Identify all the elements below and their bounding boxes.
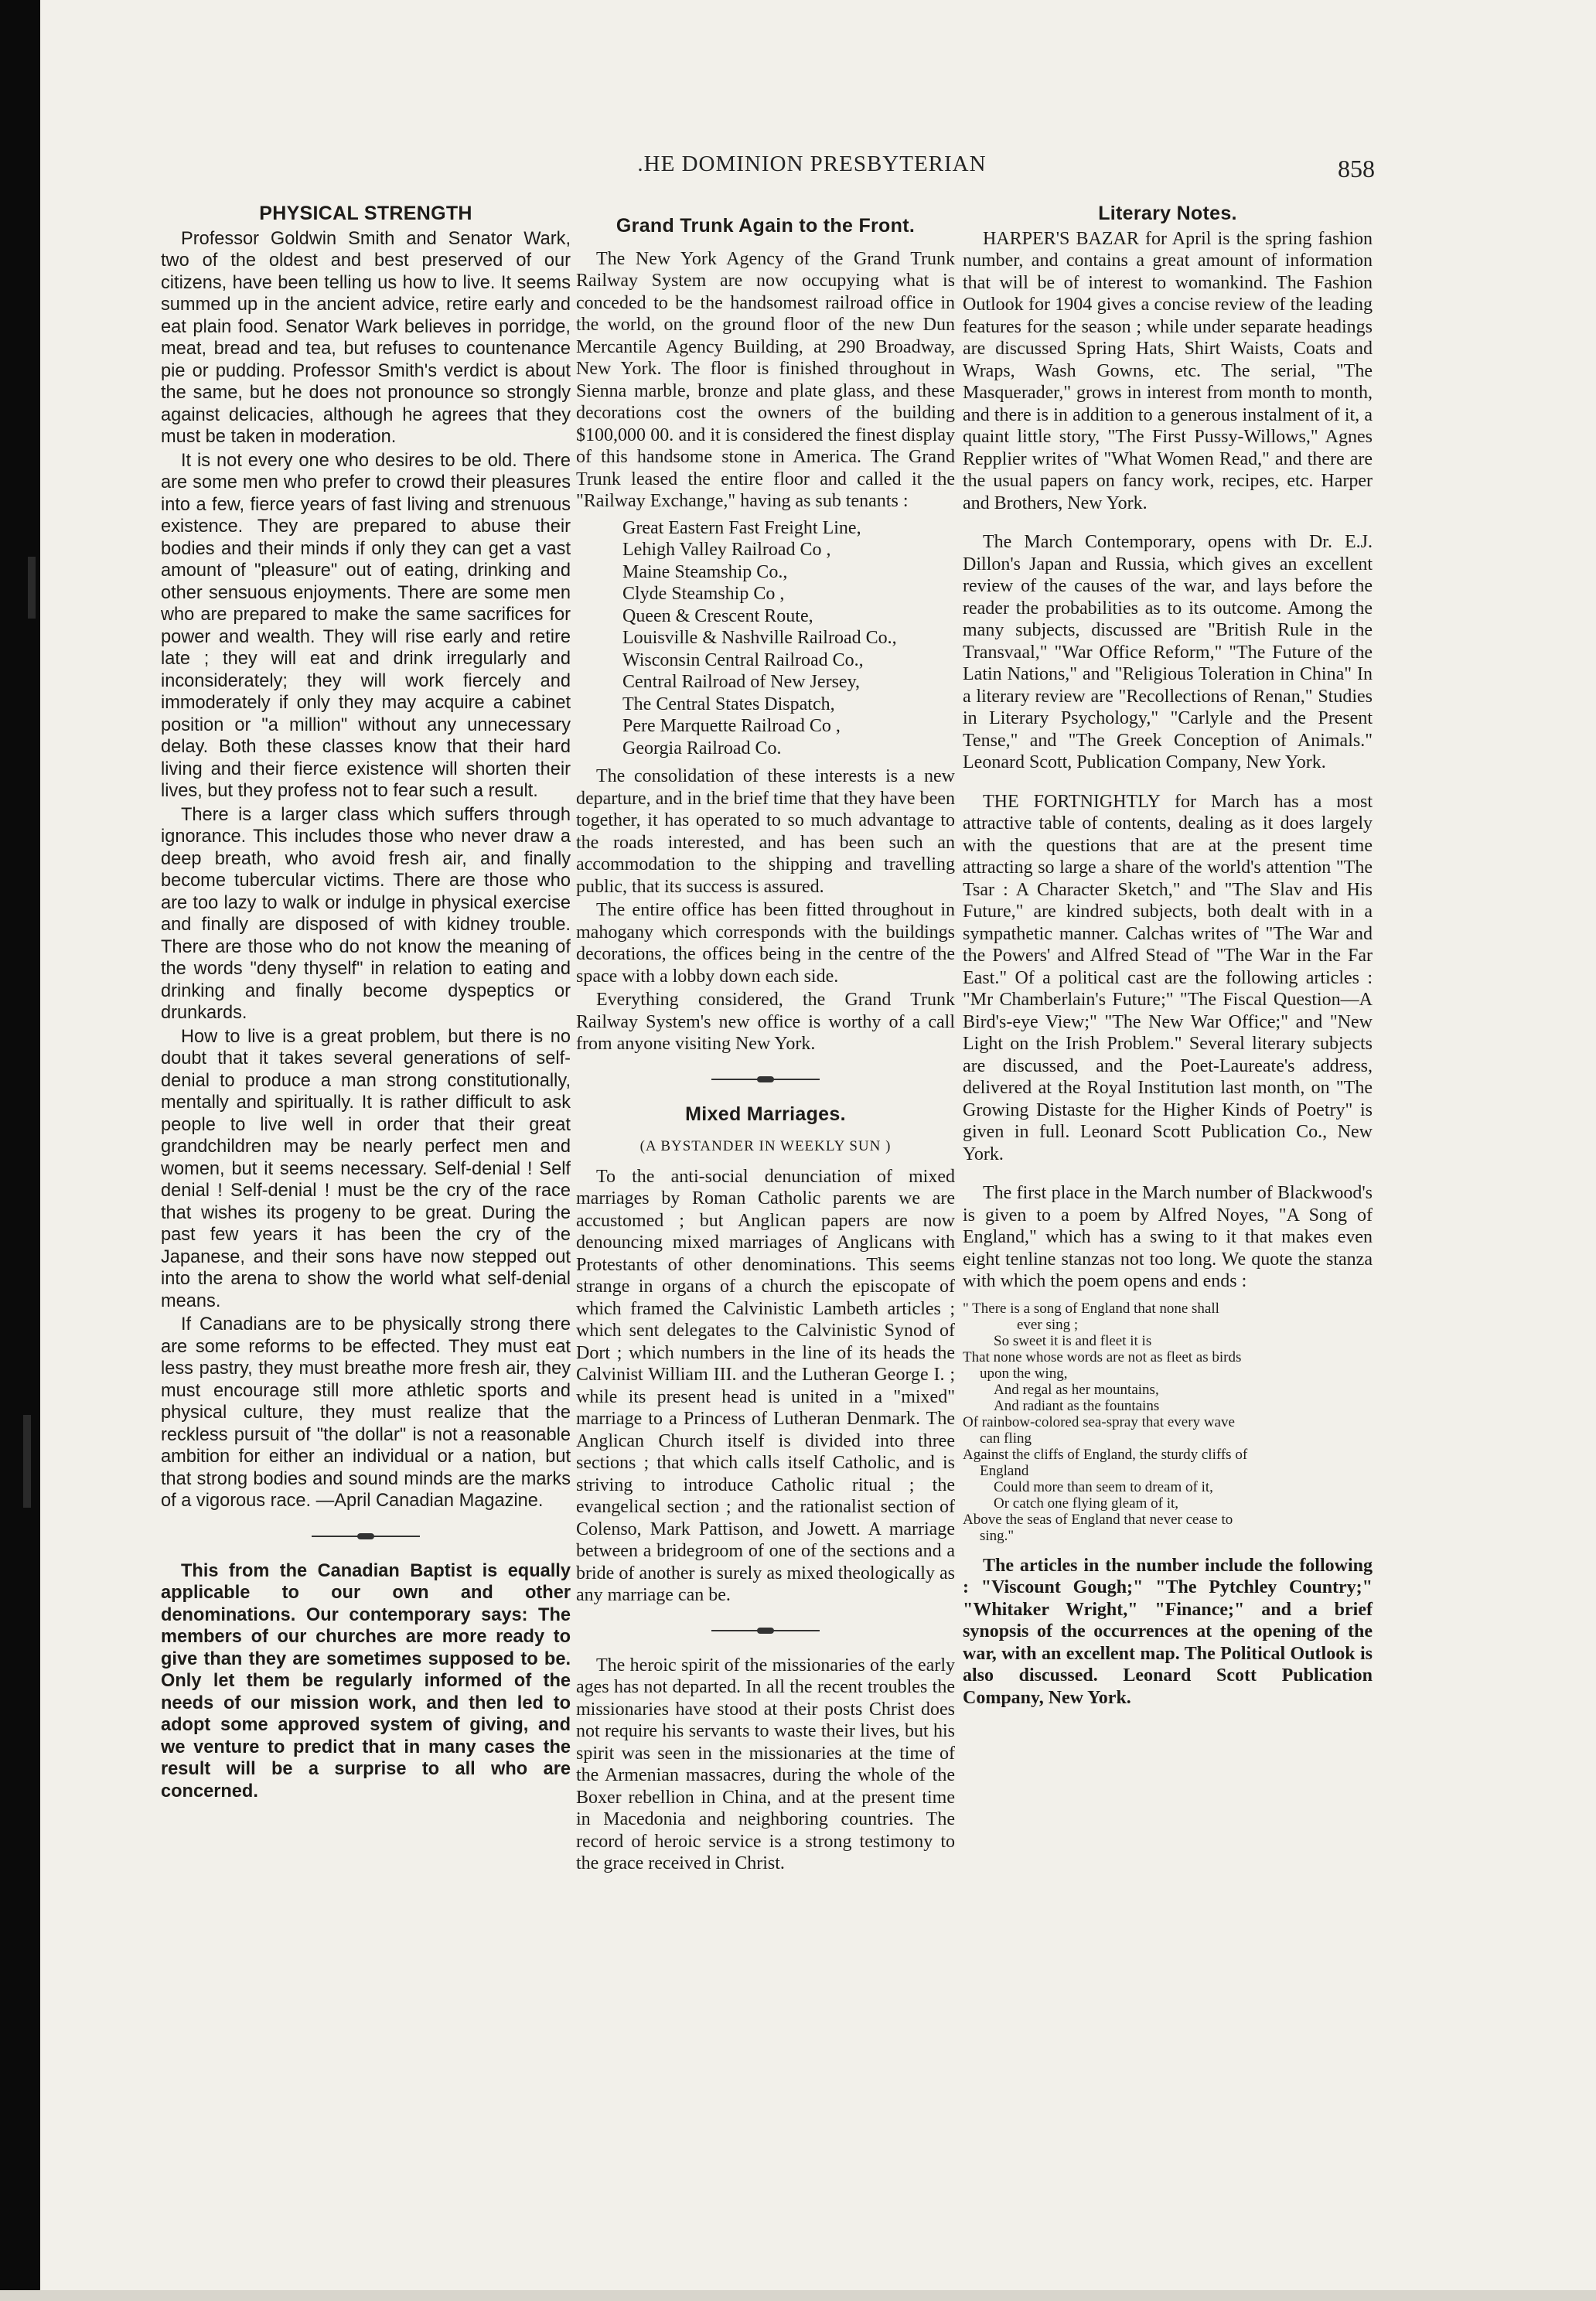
tenant-item: Queen & Crescent Route, (622, 605, 813, 626)
tenant-item: Georgia Railroad Co. (622, 738, 782, 758)
physical-strength-title: PHYSICAL STRENGTH (259, 203, 472, 224)
tenant-item: Great Eastern Fast Freight Line, (622, 517, 861, 538)
tenant-item: Central Railroad of New Jersey, (622, 672, 861, 692)
column-grand-trunk (576, 203, 955, 1875)
tenant-item: Pere Marquette Railroad Co , (622, 716, 841, 736)
poem-line: Of rainbow-colored sea-spray that every wave (963, 1413, 1235, 1430)
poem-line: upon the wing, (980, 1365, 1068, 1382)
page-header-title: .HE DOMINION PRESBYTERIAN (637, 152, 987, 176)
paragraph: If Canadians are to be physically strong there are some reforms to be effected. They must eat less pastry, they must breathe more fresh air, they must encourage still more athletic sports and physical culture, they must realize that the reckless pursuit of "the dollar" is not a reasonable ambition for either an individual or a nation, but that strong bodies and sound minds are the marks of a vigorous race. —April Canadian Magazine. (161, 1314, 571, 1511)
literary-notes-title: Literary Notes. (1098, 203, 1237, 224)
poem-line: And radiant as the fountains (994, 1397, 1160, 1414)
paragraph: How to live is a great problem, but there is no doubt that it takes several generations of self-denial to produce a man strong constitutionally, mentally and spiritually. It is rather difficult to ask people to live well in order that their great grandchildren may be nearly perfect men and women, but it seems necessary. Self-denial ! Self denial ! Self-denial ! must be the cry of the race that wishes its progeny to be great. During the past few years it has been the cry of the Japanese, and their sons have now stepped out into the arena to show the world what self-denial means. (161, 1026, 571, 1311)
mixed-marriages-source: (A BYSTANDER IN WEEKLY SUN ) (639, 1138, 892, 1154)
paragraph: To the anti-social denunciation of mixed marriages by Roman Catholic parents we are accustomed ; but Anglican papers are now denouncing mixed marriages of Anglicans with Protestants of other denominations. This seems strange in organs of a church the episcopate of which framed the Calvinistic Lambeth articles ; which sent delegates to the Calvinistic Synod of Dort ; which numbers in the line of its heads the Calvinist William III. and the Lutheran George I. ; while its present head is united in a "mixed" marriage to a Princess of Lutheran Denmark. The Anglican Church itself is divided into three sections ; that which calls itself Catholic, and is striving to introduce Catholic ritual ; the evangelical section ; and the rationalist section of Colenso, Mark Pattison, and Jowett. A marriage between a bridegroom of one of the sections and a bride of another is surely as mixed theologically as any marriage can be. (576, 1166, 955, 1605)
poem-line: Above the seas of England that never cease to (963, 1511, 1233, 1528)
paragraph: The New York Agency of the Grand Trunk Railway System are now occupying what is conceded to be the handsomest railroad office in the world, on the ground floor of the new Dun Mercantile Agency Building, at 290 Broadway, New York. The floor is finished throughout in Sienna marble, bronze and plate glass, and these decorations cost the owners of the building $100,000 00. and it is considered the finest display of this handsome stone in America. The Grand Trunk leased the entire floor and called it the "Railway Exchange," having as sub tenants : (576, 248, 955, 511)
column-literary-notes (963, 203, 1373, 1709)
paragraph: HARPER'S BAZAR for April is the spring fashion number, and contains a great amount of information that will be of interest to womankind. The Fashion Outlook for 1904 gives a concise review of the leading features for the season ; while under separate headings are discussed Spring Hats, Shirt Waists, Coats and Wraps, Wash Gowns, etc. The serial, "The Masquerader," grows in interest from month to month, and there is in addition to a generous instalment of it, a quaint little story, "The First Pussy-Willows," Agnes Repplier writes of "What Women Read," and there are the usual papers on fancy work, recipes, etc. Harper and Brothers, New York. (963, 228, 1373, 513)
tenant-list (622, 517, 955, 760)
grand-trunk-title: Grand Trunk Again to the Front. (616, 215, 916, 237)
tenant-item: The Central States Dispatch, (622, 694, 835, 714)
paragraph: Professor Goldwin Smith and Senator Wark, two of the oldest and best preserved of our citizens, have been telling us how to live. It seems summed up in the ancient advice, retire early and eat plain food. Senator Wark believes in porridge, meat, bread and tea, but refuses to countenance pie or pudding. Professor Smith's verdict is about the same, but he does not pronounce so strongly against delicacies, although he agrees that they must be taken in moderation. (161, 228, 571, 447)
page-number: 858 (1338, 155, 1375, 182)
poem-line: ever sing ; (1017, 1316, 1079, 1333)
tenant-item: Maine Steamship Co., (622, 561, 788, 582)
tenant-item: Louisville & Nashville Railroad Co., (622, 628, 897, 648)
margin-mark-bottom (23, 1415, 31, 1508)
paragraph: The articles in the number include the following : "Viscount Gough;" "The Pytchley Country;" "Whitaker Wright," "Finance;" and a brief synopsis of the occurrences at the opening of the war, with an excellent map. The Political Outlook is also discussed. Leonard Scott Publication Company, New York. (963, 1555, 1373, 1708)
tenant-item: Lehigh Valley Railroad Co , (622, 540, 831, 560)
paragraph: The entire office has been fitted throughout in mahogany which corresponds with the buildings decorations, the offices being in the centre of the space with a lobby down each side. (576, 900, 955, 987)
tenant-item: Wisconsin Central Railroad Co., (622, 649, 864, 670)
poem-line: sing." (980, 1527, 1015, 1544)
poem-line: Could more than seem to dream of it, (994, 1478, 1213, 1495)
poem-quote (963, 1300, 1373, 1544)
paragraph: There is a larger class which suffers through ignorance. This includes those who never draw a deep breath, who avoid fresh air, and finally become tubercular victims. There are those who are too lazy to walk or indulge in physical exercise and finally are disposed of with kidney trouble. There are those who do not know the meaning of the words "deny thyself" in relation to eating and drinking and finally become dyspeptics or drunkards. (161, 804, 571, 1023)
paragraph: It is not every one who desires to be old. There are some men who prefer to crowd their pleasures into a few, fierce years of fast living and strenuous existence. They are prepared to abuse their bodies and their minds if only they can get a vast amount of "pleasure" out of eating, drinking and other sensuous enjoyments. There are some men who are prepared to make the same sacrifices for power and wealth. They will rise early and retire late ; they will eat and drink irregularly and inconsiderately; they will work fiercely and immoderately if only they may acquire a cabinet position or "a million" without any unnecessary delay. Both these classes know that their hard living and their fierce existence will shorten their lives, but they profess not to fear such a result. (161, 450, 571, 801)
poem-line: Against the cliffs of England, the sturdy cliffs of (963, 1446, 1248, 1463)
section-divider (312, 1536, 420, 1537)
margin-mark-top (28, 557, 36, 619)
paragraph: The first place in the March number of Blackwood's is given to a poem by Alfred Noyes, "A Song of England," which has a swing to it that makes even eight tenline stanzas not too long. We quote the stanza with which the poem opens and ends : (963, 1183, 1373, 1291)
column-physical-strength (161, 203, 571, 1802)
poem-line: can fling (980, 1430, 1032, 1447)
section-divider (711, 1079, 820, 1080)
poem-line: And regal as her mountains, (994, 1381, 1159, 1398)
section-divider (711, 1630, 820, 1631)
poem-line: " There is a song of England that none shall (963, 1300, 1219, 1317)
baptist-paragraph: This from the Canadian Baptist is equally applicable to our own and other denominations. Our contemporary says: The members of our churches are more ready to give than they are sometimes supposed to be. Only let them be regularly informed of the needs of our mission work, and then led to adopt some approved system of giving, and we venture to predict that in many cases the result will be a surprise to all who are concerned. (161, 1560, 571, 1802)
poem-line: Or catch one flying gleam of it, (994, 1495, 1179, 1512)
paragraph: The consolidation of these interests is a new departure, and in the brief time that they have been together, it has operated to so much advantage to the roads interested, and has been such an accommodation to the shipping and travelling public, that its success is assured. (576, 766, 955, 897)
paragraph: The March Contemporary, opens with Dr. E.J. Dillon's Japan and Russia, which gives an excellent review of the causes of the war, and lays before the reader the probabilities as to its outcome. Among the many subjects, discussed are "British Rule in the Transvaal," "War Office Reform," "The Future of the Latin Nations," and "Religious Toleration in China" In a literary review are "Recollections of Renan," Studies in Literary Psychology," "Carlyle and the Present Tense," and "The Greek Conception of Animals." Leonard Scott, Publication Company, New York. (963, 532, 1373, 772)
mixed-marriages-title: Mixed Marriages. (685, 1103, 846, 1125)
scan-left-edge (0, 0, 40, 2301)
scan-bottom-edge (0, 2290, 1596, 2301)
paragraph: THE FORTNIGHTLY for March has a most attractive table of contents, dealing as it does largely with the questions that are at the present time attracting so large a share of the world's attention "The Tsar : A Character Sketch," and "The Slav and His Future," are kindred subjects, both dealt with in a sympathetic manner. Calchas writes of "The War and the Powers' and Alfred Stead of "The War in the Far East." Of a political cast are the following articles : "Mr Chamberlain's Future;" "The Fiscal Question—A Bird's-eye View;" "The New War Office;" and "New Light on the Irish Problem." Several literary subjects are discussed, and the Poet-Laureate's address, delivered at the Royal Institution last month, on "The Growing Distaste for the Higher Kinds of Poetry" is given in full. Leonard Scott Publication Co., New York. (963, 791, 1373, 1164)
poem-line: That none whose words are not as fleet as birds (963, 1348, 1242, 1365)
poem-line: So sweet it is and fleet it is (994, 1332, 1152, 1349)
paragraph: The heroic spirit of the missionaries of the early ages has not departed. In all the recent troubles the missionaries have stood at their posts Christ does not require his servants to waste their lives, but his spirit was seen in the missionaries at the time of the Armenian massacres, during the whole of the Boxer rebellion in China, and at the present time in Macedonia and neighboring countries. The record of heroic service is a strong testimony to the grace received in Christ. (576, 1655, 955, 1873)
poem-line: England (980, 1462, 1029, 1479)
paragraph: Everything considered, the Grand Trunk Railway System's new office is worthy of a call from anyone visiting New York. (576, 990, 955, 1054)
tenant-item: Clyde Steamship Co , (622, 584, 785, 604)
